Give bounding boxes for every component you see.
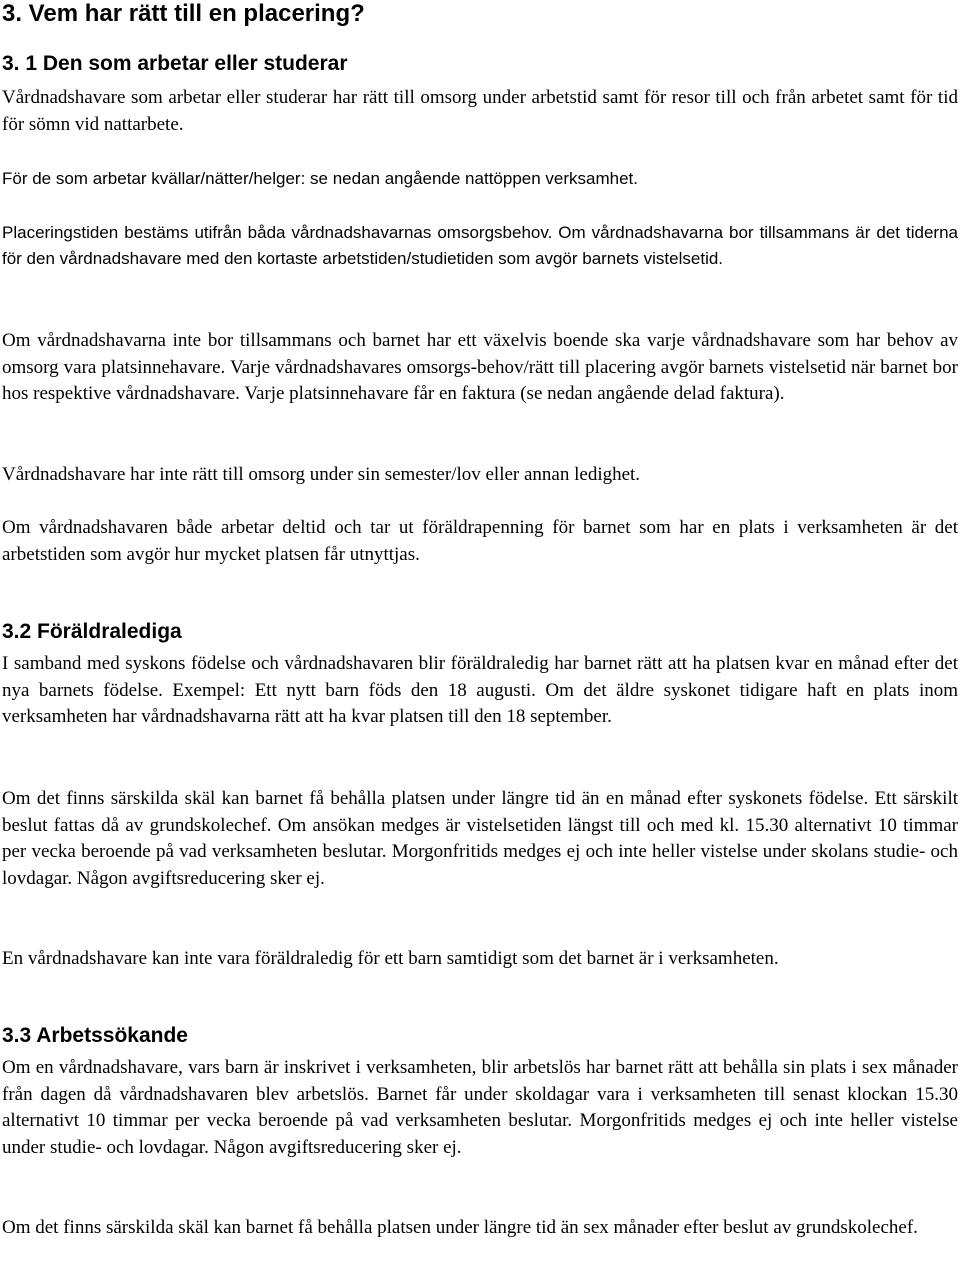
- paragraph: Om vårdnadshavarna inte bor tillsammans och barnet har ett växelvis boende ska varje vårdnadshavare som har behov av omsorg vara platsinnehavare. Varje vårdnadshavares omsorgs-behov/rätt till placering avgör barnets vistelsetid när barnet bor hos respektive vårdnadshavare. Varje platsinnehavare får en faktura (se nedan angående delad faktura).: [2, 330, 958, 405]
- paragraph: Om det finns särskilda skäl kan barnet få behålla platsen under längre tid än sex månader efter beslut av grundskolechef.: [2, 1217, 918, 1238]
- paragraph: I samband med syskons födelse och vårdnadshavaren blir föräldraledig har barnet rätt att ha platsen kvar en månad efter det nya barnets födelse. Exempel: Ett nytt barn föds den 18 augusti. Om det äldre syskonet tidigare haft en plats inom verksamheten har vårdnadshavarna rätt att ha kvar platsen till den 18 september.: [2, 653, 958, 728]
- paragraph: Vårdnadshavare som arbetar eller studerar har rätt till omsorg under arbetstid samt för resor till och från arbetet samt för tid för sömn vid nattarbete.: [2, 87, 958, 135]
- paragraph: För de som arbetar kvällar/nätter/helger: se nedan angående nattöppen verksamhet.: [2, 169, 638, 188]
- page-title: 3. Vem har rätt till en placering?: [2, 0, 365, 27]
- section-heading-1: 3. 1 Den som arbetar eller studerar: [2, 52, 348, 75]
- section-heading-2: 3.2 Föräldralediga: [2, 620, 182, 643]
- paragraph: En vårdnadshavare kan inte vara föräldraledig för ett barn samtidigt som det barnet är i verksamheten.: [2, 948, 779, 969]
- paragraph: Placeringstiden bestäms utifrån båda vårdnadshavarnas omsorgsbehov. Om vårdnadshavarna bor tillsammans är det tiderna för den vårdnadshavare med den kortaste arbetstiden/studietiden som avgör barnets vistelsetid.: [2, 223, 958, 268]
- paragraph: Om vårdnadshavaren både arbetar deltid och tar ut föräldrapenning för barnet som har en plats i verksamheten är det arbetstiden som avgör hur mycket platsen får utnyttjas.: [2, 517, 958, 565]
- paragraph: Vårdnadshavare har inte rätt till omsorg under sin semester/lov eller annan ledighet.: [2, 464, 641, 485]
- paragraph: Om det finns särskilda skäl kan barnet få behålla platsen under längre tid än en månad efter syskonets födelse. Ett särskilt beslut fattas då av grundskolechef. Om ansökan medges är vistelsetiden längst till och med kl. 15.30 alternativt 10 timmar per vecka beroende på vad verksamheten beslutar. Morgonfritids medges ej och inte heller vistelse under skolans studie- och lovdagar. Någon avgiftsreducering sker ej.: [2, 788, 958, 889]
- paragraph: Om en vårdnadshavare, vars barn är inskrivet i verksamheten, blir arbetslös har barnet rätt att behålla sin plats i sex månader från dagen då vårdnadshavaren blev arbetslös. Barnet får under skoldagar vara i verksamheten till senast klockan 15.30 alternativt 10 timmar per vecka beroende på vad verksamheten beslutar. Morgonfritids medges ej och inte heller vistelse under studie- och lovdagar. Någon avgiftsreducering sker ej.: [2, 1057, 958, 1158]
- section-heading-3: 3.3 Arbetssökande: [2, 1024, 188, 1047]
